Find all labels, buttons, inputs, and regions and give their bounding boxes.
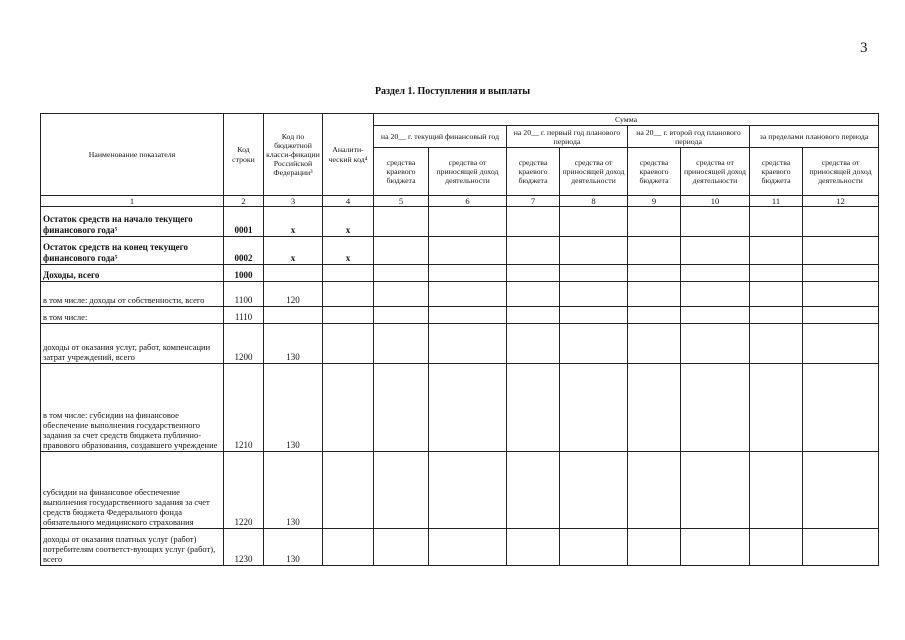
amount-cell [628,207,681,237]
header-kbk: Код по бюджетной класси-фикации Российской Федерации³ [264,114,323,196]
amount-cell [507,324,560,364]
amount-cell [628,307,681,324]
amount-cell [429,237,507,265]
row-kbk: x [264,237,323,265]
amount-cell [560,324,628,364]
column-number: 10 [681,196,750,207]
row-kbk [264,265,323,282]
amount-cell [750,237,803,265]
column-number: 1 [41,196,224,207]
row-analytic-code [323,529,374,566]
header-sub-income: средства от приносящей доход деятельности [429,148,507,196]
amount-cell [681,307,750,324]
row-name: субсидии на финансовое обеспечение выполнения государственного задания за счет средств бюджета Федерального фонда обязательного медицинского страхования [41,452,224,529]
row-analytic-code [323,324,374,364]
amount-cell [374,364,429,452]
amount-cell [560,452,628,529]
amount-cell [750,364,803,452]
header-code: Код строки [224,114,264,196]
amount-cell [628,237,681,265]
row-kbk: 130 [264,364,323,452]
column-number: 4 [323,196,374,207]
table-row [41,207,879,237]
column-number: 5 [374,196,429,207]
amount-cell [628,452,681,529]
row-analytic-code [323,452,374,529]
table-row [41,364,879,452]
column-number: 3 [264,196,323,207]
amount-cell [803,324,879,364]
amount-cell [681,324,750,364]
amount-cell [750,265,803,282]
column-number: 6 [429,196,507,207]
amount-cell [507,452,560,529]
amount-cell [374,324,429,364]
amount-cell [628,529,681,566]
column-number: 9 [628,196,681,207]
header-sub-budget: средства краевого бюджета [374,148,429,196]
header-sub-budget: средства краевого бюджета [750,148,803,196]
amount-cell [560,307,628,324]
amount-cell [681,207,750,237]
header-sub-budget: средства краевого бюджета [628,148,681,196]
amount-cell [429,265,507,282]
amount-cell [374,265,429,282]
header-sub-income: средства от приносящей доход деятельности [681,148,750,196]
amount-cell [750,324,803,364]
header-analytic-code: Аналити-ческий код⁴ [323,114,374,196]
row-analytic-code [323,364,374,452]
amount-cell [803,529,879,566]
row-analytic-code: x [323,207,374,237]
column-number: 7 [507,196,560,207]
header-period-current: на 20__ г. текущий финансовый год [374,126,507,148]
table-row [41,265,879,282]
row-code: 1230 [224,529,264,566]
amount-cell [429,207,507,237]
column-number: 8 [560,196,628,207]
amount-cell [628,324,681,364]
amount-cell [429,282,507,307]
column-number: 12 [803,196,879,207]
amount-cell [429,324,507,364]
amount-cell [681,265,750,282]
row-kbk: 130 [264,529,323,566]
amount-cell [750,282,803,307]
row-kbk: 120 [264,282,323,307]
row-kbk [264,307,323,324]
row-name: в том числе: субсидии на финансовое обеспечение выполнения государственного задания за счет средств бюджета публично-правового образования, создавшего учреждение [41,364,224,452]
row-code: 1220 [224,452,264,529]
row-code: 0002 [224,237,264,265]
amount-cell [628,265,681,282]
row-code: 1110 [224,307,264,324]
column-number: 2 [224,196,264,207]
amount-cell [628,364,681,452]
header-period-first: на 20__ г. первый год планового периода [507,126,628,148]
table-row [41,529,879,566]
amount-cell [628,282,681,307]
amount-cell [507,529,560,566]
row-name: Остаток средств на конец текущего финансового года⁵ [41,237,224,265]
amount-cell [374,307,429,324]
row-code: 1200 [224,324,264,364]
amount-cell [803,265,879,282]
amount-cell [507,307,560,324]
section-title: Раздел 1. Поступления и выплаты [374,86,531,97]
row-name: доходы от оказания платных услуг (работ) потребителям соответст-вующих услуг (работ), всего [41,529,224,566]
row-analytic-code: x [323,237,374,265]
header-sub-budget: средства краевого бюджета [507,148,560,196]
header-period-second: на 20__ г. второй год планового периода [628,126,750,148]
header-sub-income: средства от приносящей доход деятельности [803,148,879,196]
amount-cell [560,364,628,452]
amount-cell [560,265,628,282]
amount-cell [803,452,879,529]
amount-cell [750,529,803,566]
row-code: 1000 [224,265,264,282]
amount-cell [750,307,803,324]
header-sub-income: средства от приносящей доход деятельности [560,148,628,196]
amount-cell [803,237,879,265]
header-period-beyond: за пределами планового периода [750,126,879,148]
amount-cell [681,452,750,529]
row-name: доходы от оказания услуг, работ, компенсации затрат учреждений, всего [41,324,224,364]
amount-cell [681,282,750,307]
amount-cell [681,364,750,452]
amount-cell [507,207,560,237]
row-name: в том числе: доходы от собственности, всего [41,282,224,307]
header-name: Наименование показателя [41,114,224,196]
table-row [41,307,879,324]
table-row [41,452,879,529]
amount-cell [507,364,560,452]
amount-cell [681,529,750,566]
row-analytic-code [323,307,374,324]
amount-cell [560,207,628,237]
amount-cell [560,282,628,307]
amount-cell [429,307,507,324]
amount-cell [429,364,507,452]
row-code: 1210 [224,364,264,452]
amount-cell [750,207,803,237]
table-row [41,237,879,265]
amount-cell [507,282,560,307]
row-name: в том числе: [41,307,224,324]
column-number: 11 [750,196,803,207]
amount-cell [374,529,429,566]
amount-cell [374,207,429,237]
amount-cell [374,282,429,307]
amount-cell [507,265,560,282]
table-row [41,282,879,307]
amount-cell [803,207,879,237]
amount-cell [560,529,628,566]
amount-cell [429,452,507,529]
amount-cell [374,237,429,265]
row-kbk: 130 [264,324,323,364]
amount-cell [429,529,507,566]
row-code: 1100 [224,282,264,307]
header-sum: Сумма [374,114,879,126]
row-kbk: 130 [264,452,323,529]
amount-cell [750,452,803,529]
page-number: 3 [860,40,868,56]
amount-cell [507,237,560,265]
row-analytic-code [323,282,374,307]
row-analytic-code [323,265,374,282]
amount-cell [803,364,879,452]
amount-cell [560,237,628,265]
amount-cell [803,307,879,324]
amount-cell [803,282,879,307]
row-name: Остаток средств на начало текущего финансового года⁵ [41,207,224,237]
row-kbk: x [264,207,323,237]
table-row [41,324,879,364]
amount-cell [681,237,750,265]
amount-cell [374,452,429,529]
receipts-payments-table [40,113,879,566]
row-name: Доходы, всего [41,265,224,282]
row-code: 0001 [224,207,264,237]
